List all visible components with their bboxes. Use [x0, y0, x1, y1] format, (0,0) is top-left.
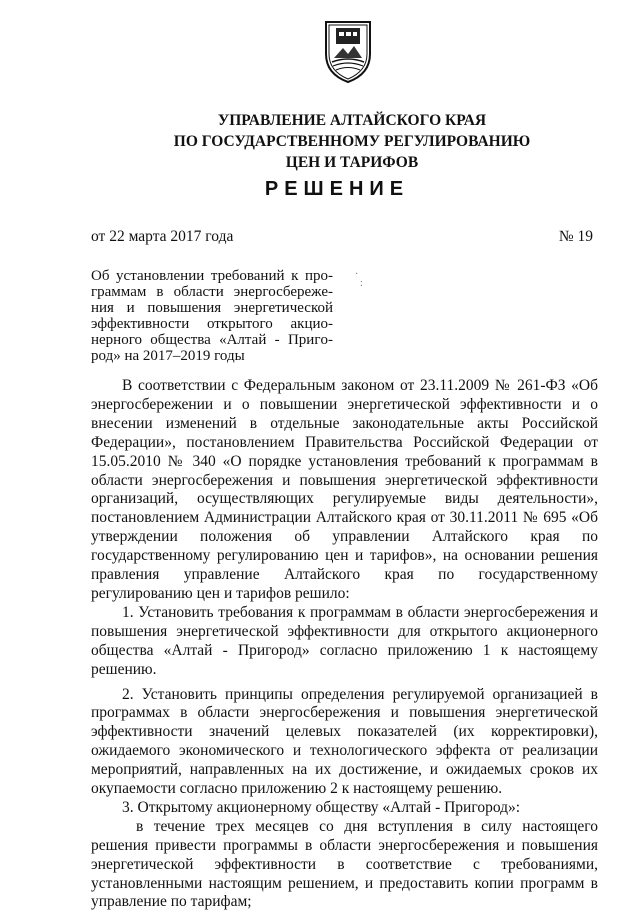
agency-name	[0, 110, 640, 173]
agency-line-1: УПРАВЛЕНИЕ АЛТАЙСКОГО КРАЯ	[217, 112, 487, 129]
clause-1: 1. Установить требования к программам в области энергосбережения и повышения энергетической эффективности для открытого акционерного общества «Алтай - Пригород» согласно приложению 1 к настоящему решению.	[91, 603, 598, 678]
clause-3: 3. Открытому акционерному обществу «Алтай - Пригород»:	[122, 798, 521, 816]
document-date: от 22 марта 2017 года	[91, 228, 234, 245]
clause-2: 2. Установить принципы определения регулируемой организацией в программах в области энергосбережения и повышения энергетической эффективности значений целевых показателей (их корректировки), ожидаемого экономического и технологического эффекта от реализации мероприятий, направленных на их достижение, и ожидаемых сроков их окупаемости согласно приложению 2 к настоящему решению.	[91, 685, 598, 798]
intro-paragraph: В соответствии с Федеральным законом от 23.11.2009 № 261-ФЗ «Об энергосбережении и о повышении энергетической эффективности и о внесении изменений в отдельные законодательные акты Российской Федерации», постановлением Правительства Российской Федерации от 15.05.2010 № 340 «О порядке установления требований к программам в области энергосбережения и повышения энергетической эффективности организаций, осуществляющих регулируемые виды деятельности», постановлением Администрации Алтайского края от 30.11.2011 № 695 «Об утверждении положения об управлении Алтайского края по государственному регулированию цен и тарифов», на основании решения правления управление Алтайского края по государственному регулированию цен и тарифов решило:	[91, 377, 598, 602]
subject-line: род» на 2017–2019 годы	[91, 348, 245, 364]
document-title: РЕШЕНИЕ	[264, 178, 410, 200]
coat-of-arms-icon	[323, 18, 373, 84]
document-number: № 19	[558, 228, 593, 245]
scan-noise: · :	[355, 269, 363, 289]
document-body	[91, 377, 598, 912]
document-subject	[91, 268, 333, 364]
agency-line-2: ПО ГОСУДАРСТВЕННОМУ РЕГУЛИРОВАНИЮ	[173, 133, 531, 150]
clause-3-subitem: в течение трех месяцев со дня вступления в силу настоящего решения привести программы в области энергосбережения и повышения энергетической эффективности в соответствие с требованиями, установленными настоящим решением, и предоставить копии программ в управление по тарифам;	[91, 817, 598, 911]
subject-line: Об установлении требований к про-	[91, 268, 333, 284]
agency-line-3: ЦЕН И ТАРИФОВ	[285, 154, 419, 171]
subject-line: граммам в области энергосбереже-	[91, 284, 333, 300]
subject-line: нерного общества «Алтай - Пригo-	[91, 332, 333, 348]
subject-line: эффективности открытого акцио-	[91, 316, 333, 332]
subject-line: ния и повышения энергетической	[91, 300, 333, 316]
